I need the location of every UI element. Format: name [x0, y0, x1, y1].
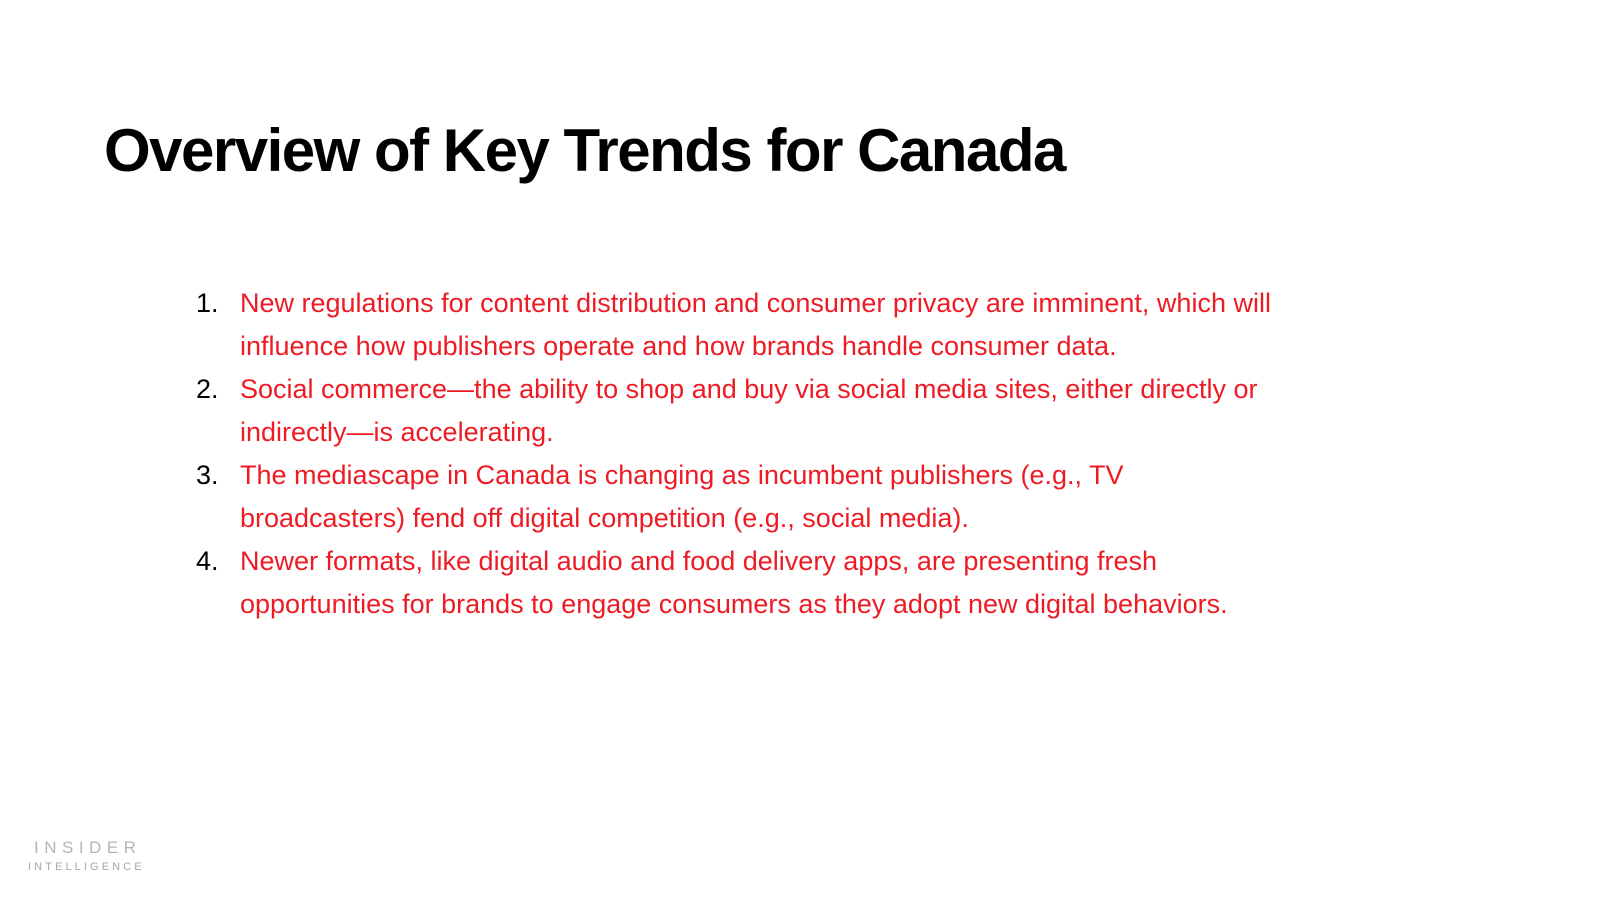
list-item-text: Newer formats, like digital audio and food delivery apps, are presenting fresh opportunities for brands to engage consumers as they adopt new digital behaviors. — [240, 546, 1228, 619]
logo-line-insider: INSIDER — [34, 838, 142, 857]
list-item-text: New regulations for content distribution and consumer privacy are imminent, which will influence how publishers operate and how brands handle consumer data. — [240, 288, 1271, 361]
list-item — [196, 454, 1285, 540]
insider-intelligence-logo — [28, 838, 145, 873]
key-trends-list — [196, 282, 1285, 626]
page-title: Overview of Key Trends for Canada — [104, 117, 1065, 184]
list-item-number: 4. — [196, 546, 219, 576]
list-item-text: Social commerce—the ability to shop and buy via social media sites, either directly or indirectly—is accelerating. — [240, 374, 1258, 447]
list-item-number: 2. — [196, 374, 219, 404]
list-item — [196, 368, 1285, 454]
list-item-number: 3. — [196, 460, 219, 490]
list-item — [196, 540, 1285, 626]
list-item-text: The mediascape in Canada is changing as incumbent publishers (e.g., TV broadcasters) fend off digital competition (e.g., social media). — [240, 460, 1124, 533]
list-item-number: 1. — [196, 288, 219, 318]
list-item — [196, 282, 1285, 368]
logo-line-intelligence: INTELLIGENCE — [28, 861, 145, 873]
